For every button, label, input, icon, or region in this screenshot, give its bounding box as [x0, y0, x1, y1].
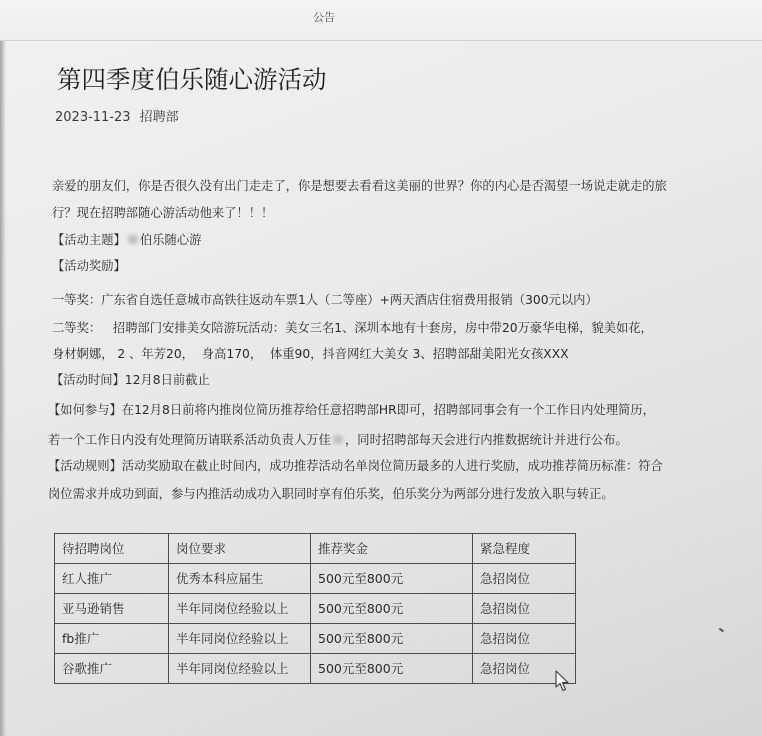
table-cell: fb推广: [55, 624, 169, 654]
table-cell: 优秀本科应届生: [169, 564, 311, 594]
table-cell: 500元至800元: [311, 564, 473, 594]
publisher-department: 招聘部: [139, 110, 179, 125]
table-cell: 红人推广: [55, 564, 169, 594]
table-cell: 半年同岗位经验以上: [169, 594, 311, 624]
table-header-cell: 岗位要求: [169, 534, 311, 564]
table-row: [55, 594, 576, 624]
screen-bezel-edge: [0, 0, 6, 736]
table-header-cell: 紧急程度: [473, 534, 576, 564]
page-title: 第四季度伯乐随心游活动: [57, 65, 327, 94]
second-prize-line-2: 身材婀娜， 2 、年芳20， 身高170， 体重90，抖音网红大美女 3、招聘部甜美阳光女孩XXX: [52, 347, 569, 361]
theme-label: 【活动主题】: [52, 233, 126, 247]
window-titlebar: [0, 0, 762, 41]
time-label: 【活动时间】: [51, 373, 125, 387]
table-header-row: [55, 534, 576, 564]
participate-line-2-before: 若一个工作日内没有处理简历请联系活动负责人万佳: [48, 433, 331, 447]
table-header-cell: 推荐奖金: [311, 534, 473, 564]
theme-line: [52, 232, 201, 248]
rewards-heading: 【活动奖励】: [52, 259, 126, 273]
table-cell: 半年同岗位经验以上: [169, 654, 311, 684]
screen-speck: [719, 628, 724, 632]
table-cell: 急招岗位: [473, 624, 576, 654]
positions-table: [54, 533, 576, 684]
table-cell: 急招岗位: [473, 564, 576, 594]
table-row: [55, 624, 576, 654]
table-cell: 500元至800元: [311, 624, 473, 654]
intro-line-2: 行？现在招聘部随心游活动他来了！！！: [52, 206, 274, 220]
participate-line-2: [48, 432, 628, 448]
table-cell: 半年同岗位经验以上: [169, 624, 311, 654]
table-header-cell: 待招聘岗位: [55, 534, 169, 564]
first-prize-line: 一等奖：广东省自选任意城市高铁往返动车票1人（二等座）+两天酒店住宿费用报销（300元以内）: [52, 293, 598, 307]
time-value: 12月8日前截止: [124, 373, 210, 387]
table-cell: 急招岗位: [473, 654, 576, 684]
table-cell: 500元至800元: [311, 594, 473, 624]
table-row: [55, 654, 576, 684]
article-meta: [55, 110, 179, 126]
rules-line-2: 岗位需求并成功到面，参与内推活动成功入职同时享有伯乐奖，伯乐奖分为两部分进行发放入职与转正。: [48, 487, 614, 501]
theme-value: 伯乐随心游: [139, 233, 202, 247]
time-line: [51, 372, 210, 388]
table-cell: 急招岗位: [473, 594, 576, 624]
publish-date: 2023-11-23: [55, 110, 131, 125]
table-row: [55, 564, 576, 594]
window-title: 公告: [313, 11, 335, 24]
table-cell: 500元至800元: [311, 654, 473, 684]
redacted-blur: [126, 233, 140, 247]
participate-line-2-after: ，同时招聘部每天会进行内推数据统计并进行公布。: [344, 433, 628, 447]
redacted-blur: [331, 433, 345, 447]
rules-line-1: 【活动规则】活动奖励取在截止时间内，成功推荐活动名单岗位简历最多的人进行奖励，成功推荐简历标准：符合: [48, 459, 663, 473]
table-cell: 谷歌推广: [55, 654, 169, 684]
second-prize-line-1: 二等奖： 招聘部门安排美女陪游玩活动：美女三名1、深圳本地有十套房，房中带20万豪华电梯，貌美如花，: [52, 321, 653, 335]
participate-line-1: 【如何参与】在12月8日前将内推岗位简历推荐给任意招聘部HR即可，招聘部同事会有一个工作日内处理简历，: [48, 403, 655, 417]
table-cell: 亚马逊销售: [55, 594, 169, 624]
mouse-cursor-icon: [555, 670, 570, 692]
intro-line-1: 亲爱的朋友们，你是否很久没有出门走走了，你是想要去看看这美丽的世界？你的内心是否渴望一场说走就走的旅: [52, 179, 667, 193]
